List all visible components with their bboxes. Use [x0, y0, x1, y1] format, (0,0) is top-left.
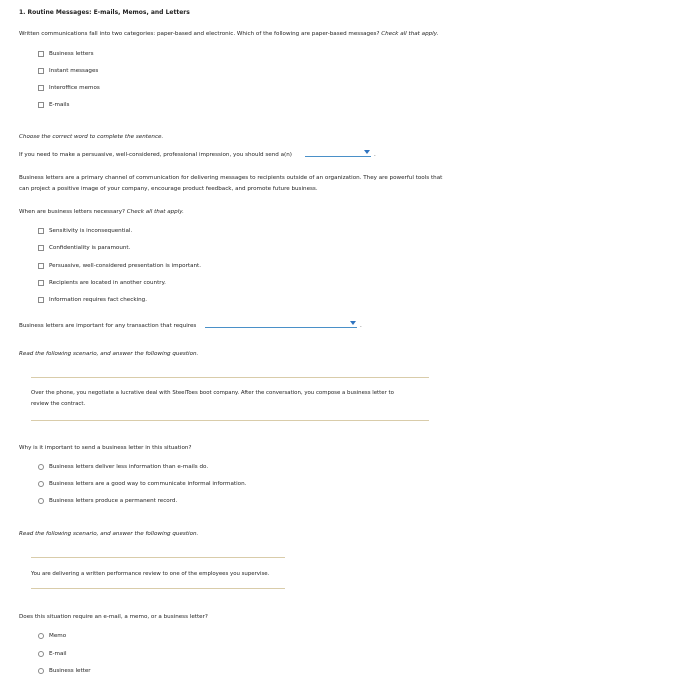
scenario2-top-rule [31, 557, 285, 558]
checkbox[interactable] [38, 85, 44, 91]
q5-option-3[interactable] [38, 498, 177, 505]
q2-answer-dropdown[interactable] [305, 149, 371, 157]
scenario1-instruction: Read the following scenario, and answer the following question. [19, 351, 199, 357]
scenario2-text: You are delivering a written performance review to one of the employees you supervise. [31, 571, 270, 577]
scenario1-line-1: Over the phone, you negotiate a lucrative deal with SteelToes boot company. After the conversation, you compose a business letter to [31, 390, 394, 396]
checkbox[interactable] [38, 51, 44, 57]
q4-trailing: . [360, 323, 362, 329]
q6-option-label: Business letter [49, 668, 91, 674]
radio-button[interactable] [38, 651, 44, 657]
q3-option-label: Information requires fact checking. [49, 297, 147, 303]
q3-option-label: Recipients are located in another country. [49, 280, 166, 286]
q2-instruction: Choose the correct word to complete the sentence. [19, 134, 164, 140]
checkbox[interactable] [38, 280, 44, 286]
q6-option-1[interactable] [38, 633, 66, 640]
q6-option-label: Memo [49, 633, 67, 639]
q1-prompt [19, 31, 438, 38]
q1-option-label: Instant messages [49, 68, 99, 74]
q2-sentence: If you need to make a persuasive, well-considered, professional impression, you should send a(n) [19, 152, 292, 158]
q3-option-label: Persuasive, well-considered presentation is important. [49, 263, 202, 269]
q3-option-1[interactable] [38, 228, 132, 235]
checkbox[interactable] [38, 228, 44, 234]
q1-prompt-text: Written communications fall into two categories: paper-based and electronic. Which of the following are paper-based messages? [19, 31, 380, 37]
radio-button[interactable] [38, 464, 44, 470]
q3-option-label: Sensitivity is inconsequential. [49, 228, 133, 234]
scenario1-line-2: review the contract. [31, 401, 86, 407]
info-line-1: Business letters are a primary channel of communication for delivering messages to recipients outside of an organization. They are powerful tools that [19, 175, 443, 181]
q5-option-label: Business letters deliver less information than e-mails do. [49, 464, 209, 470]
q5-prompt: Why is it important to send a business letter in this situation? [19, 445, 192, 451]
radio-button[interactable] [38, 481, 44, 487]
q3-prompt-text: When are business letters necessary? [19, 209, 125, 215]
radio-button[interactable] [38, 633, 44, 639]
scenario2-bottom-rule [31, 588, 285, 589]
q6-option-3[interactable] [38, 668, 91, 675]
checkbox[interactable] [38, 263, 44, 269]
q5-option-1[interactable] [38, 464, 208, 471]
q6-option-2[interactable] [38, 651, 67, 658]
scenario1-bottom-rule [31, 420, 429, 421]
q3-option-label: Confidentiality is paramount. [49, 245, 131, 251]
q3-prompt [19, 209, 184, 216]
section-title: 1. Routine Messages: E-mails, Memos, and Letters [19, 9, 190, 16]
q1-option-2[interactable] [38, 68, 98, 75]
q6-prompt: Does this situation require an e-mail, a memo, or a business letter? [19, 614, 208, 620]
scenario2-instruction: Read the following scenario, and answer the following question. [19, 531, 199, 537]
checkbox[interactable] [38, 102, 44, 108]
chevron-down-icon [364, 150, 370, 154]
q6-option-label: E-mail [49, 651, 67, 657]
chevron-down-icon [350, 321, 356, 325]
info-line-2: can project a positive image of your company, encourage product feedback, and promote future business. [19, 186, 318, 192]
q4-sentence: Business letters are important for any transaction that requires [19, 323, 197, 329]
q1-option-3[interactable] [38, 85, 100, 92]
radio-button[interactable] [38, 498, 44, 504]
q1-option-4[interactable] [38, 102, 69, 109]
q1-option-1[interactable] [38, 51, 93, 58]
checkbox[interactable] [38, 297, 44, 303]
q1-instruction: Check all that apply. [381, 31, 439, 37]
q4-answer-dropdown[interactable] [205, 320, 357, 328]
q1-option-label: Interoffice memos [49, 85, 100, 91]
checkbox[interactable] [38, 68, 44, 74]
q3-instruction: Check all that apply. [126, 209, 184, 215]
q1-option-label: E-mails [49, 102, 70, 108]
scenario1-top-rule [31, 377, 429, 378]
checkbox[interactable] [38, 245, 44, 251]
q3-option-5[interactable] [38, 297, 147, 304]
q3-option-4[interactable] [38, 280, 166, 287]
q2-trailing: . [374, 152, 376, 158]
q5-option-label: Business letters are a good way to communicate informal information. [49, 481, 247, 487]
q3-option-2[interactable] [38, 245, 130, 252]
q5-option-label: Business letters produce a permanent record. [49, 498, 178, 504]
q3-option-3[interactable] [38, 263, 201, 270]
q1-option-label: Business letters [49, 51, 94, 57]
q5-option-2[interactable] [38, 481, 246, 488]
radio-button[interactable] [38, 668, 44, 674]
